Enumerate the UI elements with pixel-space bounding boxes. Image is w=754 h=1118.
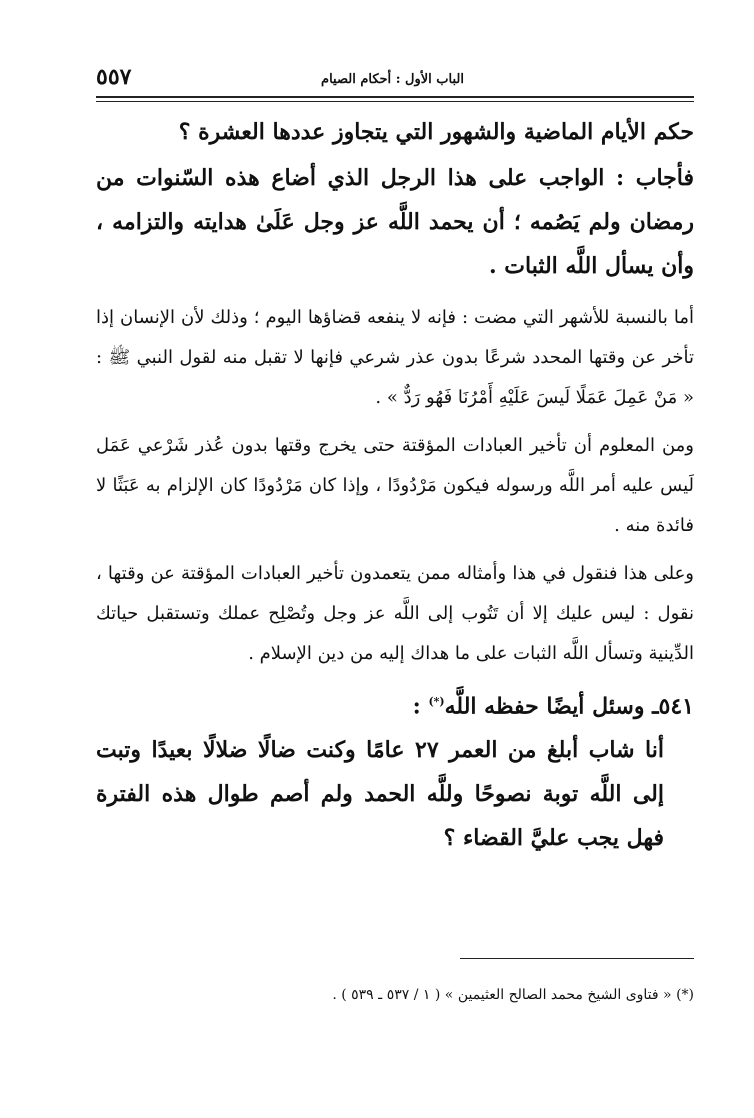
page-header (96, 60, 694, 98)
paragraph-3: وعلى هذا فنقول في هذا وأمثاله ممن يتعمدون تأخير العبادات المؤقتة عن وقتها ، نقول : ليس عليك إلا أن تَتُوب إلى اللَّه عز وجل وتُصْلِح عملك وتستقبل حياتك الدِّينية وتسأل اللَّه الثبات على ما هداك إليه من دين الإسلام . (96, 563, 694, 664)
fatwa-heading-colon: : (412, 693, 421, 720)
footnote: (*) « فتاوى الشيخ محمد الصالح العثيمين » ( ١ / ٥٣٧ ـ ٥٣٩ ) . (332, 987, 694, 1003)
question-text: أنا شاب أبلغ من العمر ٢٧ عامًا وكنت ضالًا ضلالًا بعيدًا وتبت إلى اللَّه توبة نصوحًا وللَّه الحمد ولم أصم طوال هذه الفترة فهل يجب عليَّ القضاء ؟ (96, 737, 664, 852)
fatwa-heading (96, 682, 694, 726)
paragraph-1: أما بالنسبة للأشهر التي مضت : فإنه لا ينفعه قضاؤها اليوم ؛ وذلك لأن الإنسان إذا تأخر عن وقتها المحدد شرعًا بدون عذر شرعي فإنها لا تقبل منه لقول النبي ﷺ : « مَنْ عَمِلَ عَمَلًا لَيسَ عَلَيْهِ أَمْرُنَا فَهُو رَدٌّ » . (96, 307, 694, 408)
footnote-divider (460, 958, 694, 959)
page-content (96, 106, 694, 860)
fatwa-heading-text: ٥٤١ـ وسئل أيضًا حفظه اللَّه (444, 693, 694, 720)
header-double-rule (96, 101, 694, 102)
question-title: حكم الأيام الماضية والشهور التي يتجاوز عددها العشرة ؟ (178, 119, 694, 145)
running-title: الباب الأول : أحكام الصيام (321, 72, 464, 87)
paragraph-2: ومن المعلوم أن تأخير العبادات المؤقتة حتى يخرج وقتها بدون عُذر شَرْعي عَمَل لَيس عليه أمر اللَّه ورسوله فيكون مَرْدُودًا ، وإذا كان مَرْدُودًا كان الإلزام به عَبَثًا لا فائدة منه . (96, 435, 694, 536)
page-number: ٥٥٧ (96, 64, 132, 90)
footnote-marker[interactable]: (*) (428, 695, 445, 708)
answer-intro: فأجاب : الواجب على هذا الرجل الذي أضاع هذه السّنوات من رمضان ولم يَصُمه ؛ أن يحمد اللَّه عز وجل عَلَىٰ هدايته والتزامه ، وأن يسأل اللَّه الثبات . (96, 165, 694, 279)
